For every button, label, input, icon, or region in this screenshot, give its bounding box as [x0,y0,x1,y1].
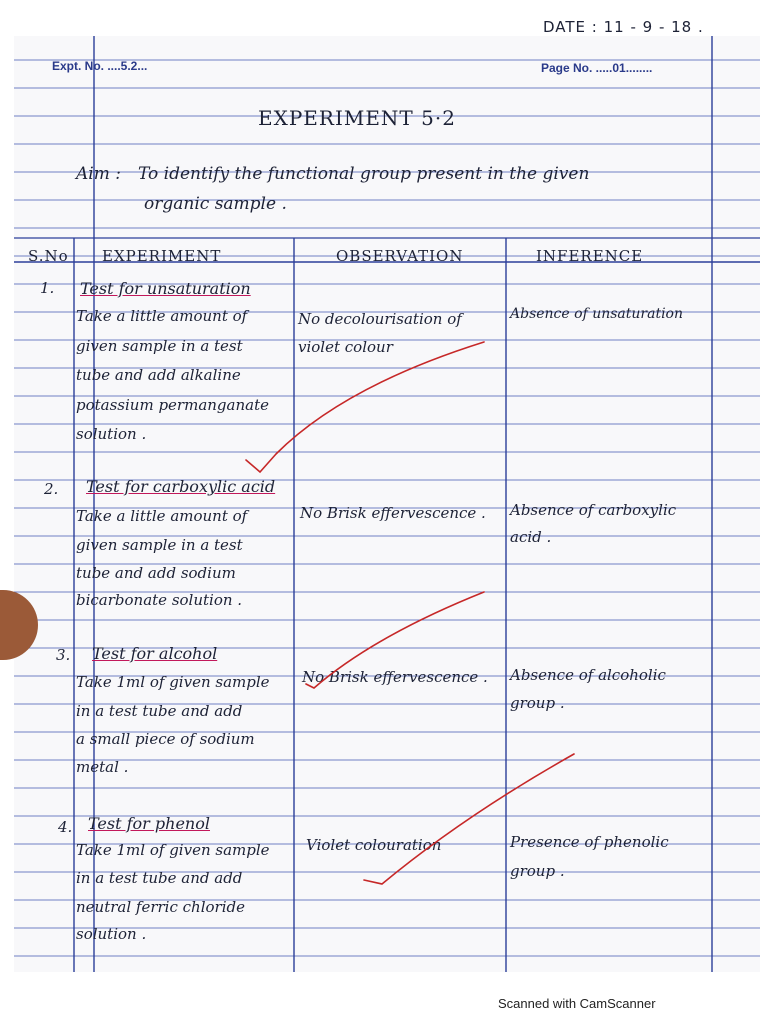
row-1-proc-2: given sample in a test [76,337,243,355]
row-4-inf-1: Presence of phenolic [510,833,669,851]
row-1-proc-3: tube and add alkaline [76,366,241,384]
page-title: EXPERIMENT 5·2 [258,106,456,130]
row-2-inf-2: acid . [510,528,552,546]
row-1-proc-4: potassium permanganate [76,396,269,414]
row-3-proc-2: in a test tube and add [76,702,243,720]
row-2-proc-4: bicarbonate solution . [76,591,243,609]
row-1-inf-1: Absence of unsaturation [510,306,683,322]
notebook-page [14,36,760,972]
row-2-sno: 2. [44,480,59,498]
row-4-proc-1: Take 1ml of given sample [76,841,270,859]
row-2-obs-1: No Brisk effervescence . [300,504,486,522]
header-observation: OBSERVATION [336,247,464,265]
row-3-test: Test for alcohol [92,644,218,663]
aim-label: Aim : [76,164,121,184]
row-3-proc-4: metal . [76,758,129,776]
row-1-obs-2: violet colour [298,338,393,356]
row-4-proc-3: neutral ferric chloride [76,898,245,916]
row-4-inf-2: group . [510,862,565,880]
header-inference: INFERENCE [536,247,644,265]
row-3-sno: 3. [56,646,71,664]
scanner-watermark: Scanned with CamScanner [498,996,656,1011]
row-3-proc-1: Take 1ml of given sample [76,673,270,691]
row-2-proc-3: tube and add sodium [76,564,236,582]
row-1-obs-1: No decolourisation of [298,310,462,328]
row-3-obs-1: No Brisk effervescence . [302,668,488,686]
date: DATE : 11 - 9 - 18 . [543,18,704,36]
expt-number: Expt. No. ....5.2... [52,59,148,73]
row-4-proc-4: solution . [76,925,147,943]
row-3-inf-2: group . [510,694,565,712]
row-1-sno: 1. [40,279,55,297]
teacher-check-marks [14,36,760,972]
row-3-inf-1: Absence of alcoholic [510,666,666,684]
row-1-proc-1: Take a little amount of [76,307,248,325]
check-mark-row-1 [246,342,484,472]
aim-line-2: organic sample . [144,194,287,214]
header-experiment: EXPERIMENT [102,247,222,265]
check-mark-row-3 [306,592,484,688]
row-1-test: Test for unsaturation [80,279,251,298]
header-sno: S.No [28,247,69,265]
row-2-proc-1: Take a little amount of [76,507,248,525]
row-2-test: Test for carboxylic acid [86,477,276,496]
row-4-test: Test for phenol [88,814,210,833]
row-2-proc-2: given sample in a test [76,536,243,554]
check-mark-row-4 [364,754,574,884]
aim-line-1: To identify the functional group present in the given [138,164,590,184]
row-4-sno: 4. [58,818,73,836]
row-1-proc-5: solution . [76,425,147,443]
row-3-proc-3: a small piece of sodium [76,730,255,748]
row-4-proc-2: in a test tube and add [76,869,243,887]
page-number: Page No. .....01........ [541,61,653,75]
row-4-obs-1: Violet colouration [306,836,442,854]
row-2-inf-1: Absence of carboxylic [510,501,677,519]
